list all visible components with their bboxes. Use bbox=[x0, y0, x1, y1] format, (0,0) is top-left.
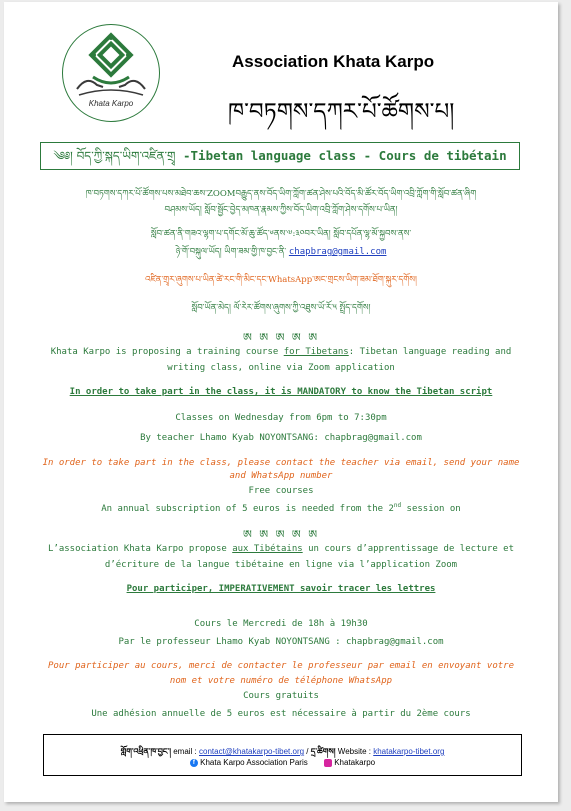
instagram-icon bbox=[324, 759, 332, 767]
footer-website-link[interactable]: khatakarpo-tibet.org bbox=[373, 747, 445, 756]
tibetan-email-link[interactable]: chapbrag@gmail.com bbox=[288, 247, 387, 257]
title-text: -Tibetan language class - Cours de tibétain bbox=[175, 148, 507, 163]
contact-footer bbox=[43, 734, 522, 776]
footer-separator: / bbox=[304, 747, 311, 756]
tibetan-line-2: བཤམས་ཡོད། སློབ་སྦྱོང་བྱེད་མཁན་རྣམས་ཀྱིས་བོད་ཡིག་འབྲི་ཀློག་ཤེས་དགོས་པ་ཡིན། bbox=[164, 205, 398, 215]
document-page bbox=[4, 2, 558, 802]
french-free-courses: Cours gratuits bbox=[243, 691, 319, 701]
decorative-divider-2: ཨ ཨ ཨ ཨ ཨ bbox=[242, 528, 320, 541]
footer-email-label: email : bbox=[170, 747, 199, 756]
decorative-divider-1: ཨ ཨ ཨ ཨ ཨ bbox=[242, 331, 320, 344]
french-teacher: Par le professeur Lhamo Kyab NOYONTSANG : chapbrag@gmail.com bbox=[118, 637, 444, 647]
french-intro-post: un cours d’apprentissage de lecture et bbox=[302, 544, 514, 554]
english-subscription-post: session on bbox=[401, 504, 461, 514]
english-schedule: Classes on Wednesday from 6pm to 7:30pm bbox=[175, 413, 387, 423]
tibetan-line-6: སློབ་ཡོན་མེད། ལོ་རེར་ཚོགས་ཞུགས་ཀྱི་འཐུས་ཡོ་རོ་༥ སྤྲོད་དགོས། bbox=[191, 303, 371, 313]
english-subscription bbox=[24, 502, 538, 514]
english-teacher: By teacher Lhamo Kyab NOYONTSANG: chapbrag@gmail.com bbox=[140, 433, 422, 443]
english-intro-emphasis: for Tibetans bbox=[283, 347, 349, 357]
english-intro-pre: Khata Karpo is proposing a training course bbox=[50, 347, 284, 357]
french-contact-line-1: Pour participer au cours, merci de contacter le professeur par email en envoyant votre bbox=[48, 661, 514, 671]
class-title-box bbox=[40, 142, 520, 170]
tibetan-line-4 bbox=[24, 243, 538, 266]
organization-name: Association Khata Karpo bbox=[232, 52, 435, 71]
french-mandatory-notice: Pour participer, IMPERATIVEMENT savoir tracer les lettres bbox=[126, 584, 436, 594]
organization-name-tibetan: ཁ་བཏགས་དཀར་པོ་ཚོགས་པ། bbox=[228, 99, 455, 125]
tibetan-line-1: ཁ་བཏགས་དཀར་པོ་ཚོགས་པས་མཐེབ་ཆས་ZOOMབརྒྱུད་ནས་བོད་ཡིག་ཀློག་ཚན་ཤེས་པའི་བོད་མི་ཚོར་བོད་ཡིག་འབྲི་ཀློག་གི་སློབ་ཚན་ཞིག bbox=[85, 189, 477, 199]
english-intro-post: : Tibetan language reading and bbox=[348, 347, 512, 357]
logo-text: Khata Karpo bbox=[88, 99, 134, 108]
french-intro-line-1 bbox=[24, 544, 538, 554]
english-intro-line-1 bbox=[24, 347, 538, 357]
tibetan-line-5: འཛིན་གྲྭར་ཞུགས་པ་ཡིན་ཚེ་རང་གི་མིང་དང་WhatsApp་ཨང་གྲངས་ཡིག་ཟམ་ཐོག་སྐུར་དགོས། bbox=[145, 275, 417, 285]
french-intro-pre: L’association Khata Karpo propose bbox=[47, 544, 233, 554]
english-intro-line-2: writing class, online via Zoom application bbox=[167, 363, 395, 373]
footer-website-label: Website : bbox=[335, 747, 374, 756]
french-intro-emphasis: aux Tibétains bbox=[232, 544, 303, 554]
footer-email-link[interactable]: contact@khatakarpo-tibet.org bbox=[199, 747, 305, 756]
english-subscription-sup: nd bbox=[393, 502, 402, 509]
footer-social-row bbox=[44, 758, 521, 767]
footer-instagram-name[interactable]: Khatakarpo bbox=[334, 758, 376, 767]
association-logo bbox=[62, 24, 160, 122]
french-contact-line-2: nom et votre numéro de téléphone WhatsApp bbox=[169, 676, 393, 686]
footer-facebook-name[interactable]: Khata Karpo Association Paris bbox=[200, 758, 308, 767]
french-intro-line-2: d’écriture de la langue tibétaine en ligne via l’application Zoom bbox=[104, 560, 458, 570]
tibetan-line-3: སློབ་ཚན་ནི་གཟའ་ལྷག་པ་དགོང་མོ་ཆུ་ཚོད་༦ནས་༧:༣༠བར་ཡིན། སློབ་དཔོན་ལྷ་མོ་སྐྱབས་ནས་ bbox=[150, 229, 412, 239]
facebook-icon: f bbox=[190, 759, 198, 767]
footer-website-label-tibetan: དྲ་ཚིགས། bbox=[310, 746, 336, 756]
french-subscription: Une adhésion annuelle de 5 euros est nécessaire à partir du 2ème cours bbox=[91, 709, 471, 719]
tibetan-line-4-text: ཉེ་གོ་བསྐུལ་ཡོད། ཡིག་ཟམ་གྱི་ཁ་བྱང་ནི་ bbox=[175, 247, 289, 257]
english-free-courses: Free courses bbox=[248, 486, 314, 496]
english-contact-line-2: and WhatsApp number bbox=[229, 471, 333, 481]
footer-email-label-tibetan: གློག་འཕྲིན་ཁ་བྱང་། bbox=[120, 746, 171, 756]
english-contact-line-1: In order to take part in the class, please contact the teacher via email, send your name bbox=[42, 458, 520, 468]
english-subscription-pre: An annual subscription of 5 euros is needed from the 2 bbox=[101, 504, 394, 514]
english-mandatory-notice: In order to take part in the class, it is MANDATORY to know the Tibetan script bbox=[69, 387, 493, 397]
title-tibetan: ༄༅། བོད་ཀྱི་སྐད་ཡིག་འཛིན་གྲྭ bbox=[53, 149, 176, 163]
french-schedule: Cours le Mercredi de 18h à 19h30 bbox=[194, 619, 368, 629]
